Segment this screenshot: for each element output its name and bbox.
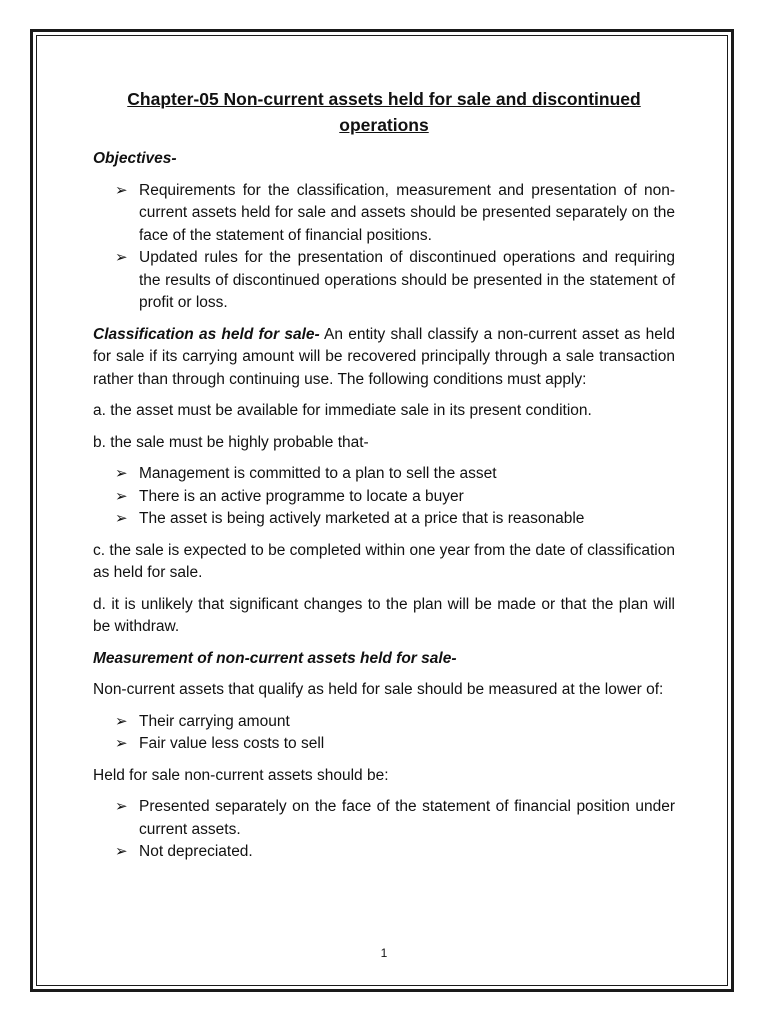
classification-paragraph [93,324,675,392]
list-item: ➢ Fair value less costs to sell [93,733,675,756]
page-number: 1 [380,946,388,960]
list-item: ➢ Updated rules for the presentation of discontinued operations and requiring the results of discontinued operations should be presented in the statement of profit or loss. [115,249,675,311]
condition-d: d. it is unlikely that significant changes to the plan will be made or that the plan will be withdraw. [93,595,675,635]
arrow-bullet-icon: ➢ [115,510,128,527]
condition-b-list [93,463,675,531]
arrow-bullet-icon: ➢ [115,843,128,860]
held-for-sale-text: Held for sale non-current assets should be: [93,766,389,784]
arrow-bullet-icon: ➢ [115,249,128,266]
condition-b: b. the sale must be highly probable that- [93,433,369,451]
list-item: ➢ Not depreciated. [93,841,675,864]
objectives-heading: Objectives- [93,150,177,167]
list-item: ➢ There is an active programme to locate a buyer [93,486,675,509]
measurement-list [93,711,675,756]
measurement-text: Non-current assets that qualify as held for sale should be measured at the lower of: [93,681,664,698]
list-item: ➢ Requirements for the classification, measurement and presentation of non-current assets held for sale and assets should be presented separately on the face of the statement of financial positions. [115,181,675,244]
measurement-heading: Measurement of non-current assets held for sale- [93,649,457,667]
arrow-bullet-icon: ➢ [115,465,128,482]
arrow-bullet-icon: ➢ [115,735,128,752]
list-item: ➢ Management is committed to a plan to sell the asset [93,463,675,486]
list-item: ➢ Their carrying amount [93,711,675,734]
condition-c: c. the sale is expected to be completed within one year from the date of classification as held for sale. [93,541,675,581]
arrow-bullet-icon: ➢ [115,712,128,730]
condition-a: a. the asset must be available for immediate sale in its present condition. [93,402,592,419]
chapter-title: Chapter-05 Non-current assets held for sale and discontinued operations [127,89,641,135]
document-body [93,86,675,873]
arrow-bullet-icon: ➢ [115,181,128,199]
arrow-bullet-icon: ➢ [115,487,128,505]
list-item: ➢ Presented separately on the face of the statement of financial position under current assets. [115,798,675,838]
held-for-sale-list [93,796,675,864]
list-item: ➢ The asset is being actively marketed at a price that is reasonable [93,508,675,531]
classification-text: An entity shall classify a non-current asset as held for sale if its carrying amount will be recovered principally through a sale transaction rather than through continuing use. The following conditions must apply: [93,325,675,388]
arrow-bullet-icon: ➢ [115,798,128,815]
objectives-list [93,180,675,315]
classification-heading: Classification as held for sale- [93,325,320,343]
